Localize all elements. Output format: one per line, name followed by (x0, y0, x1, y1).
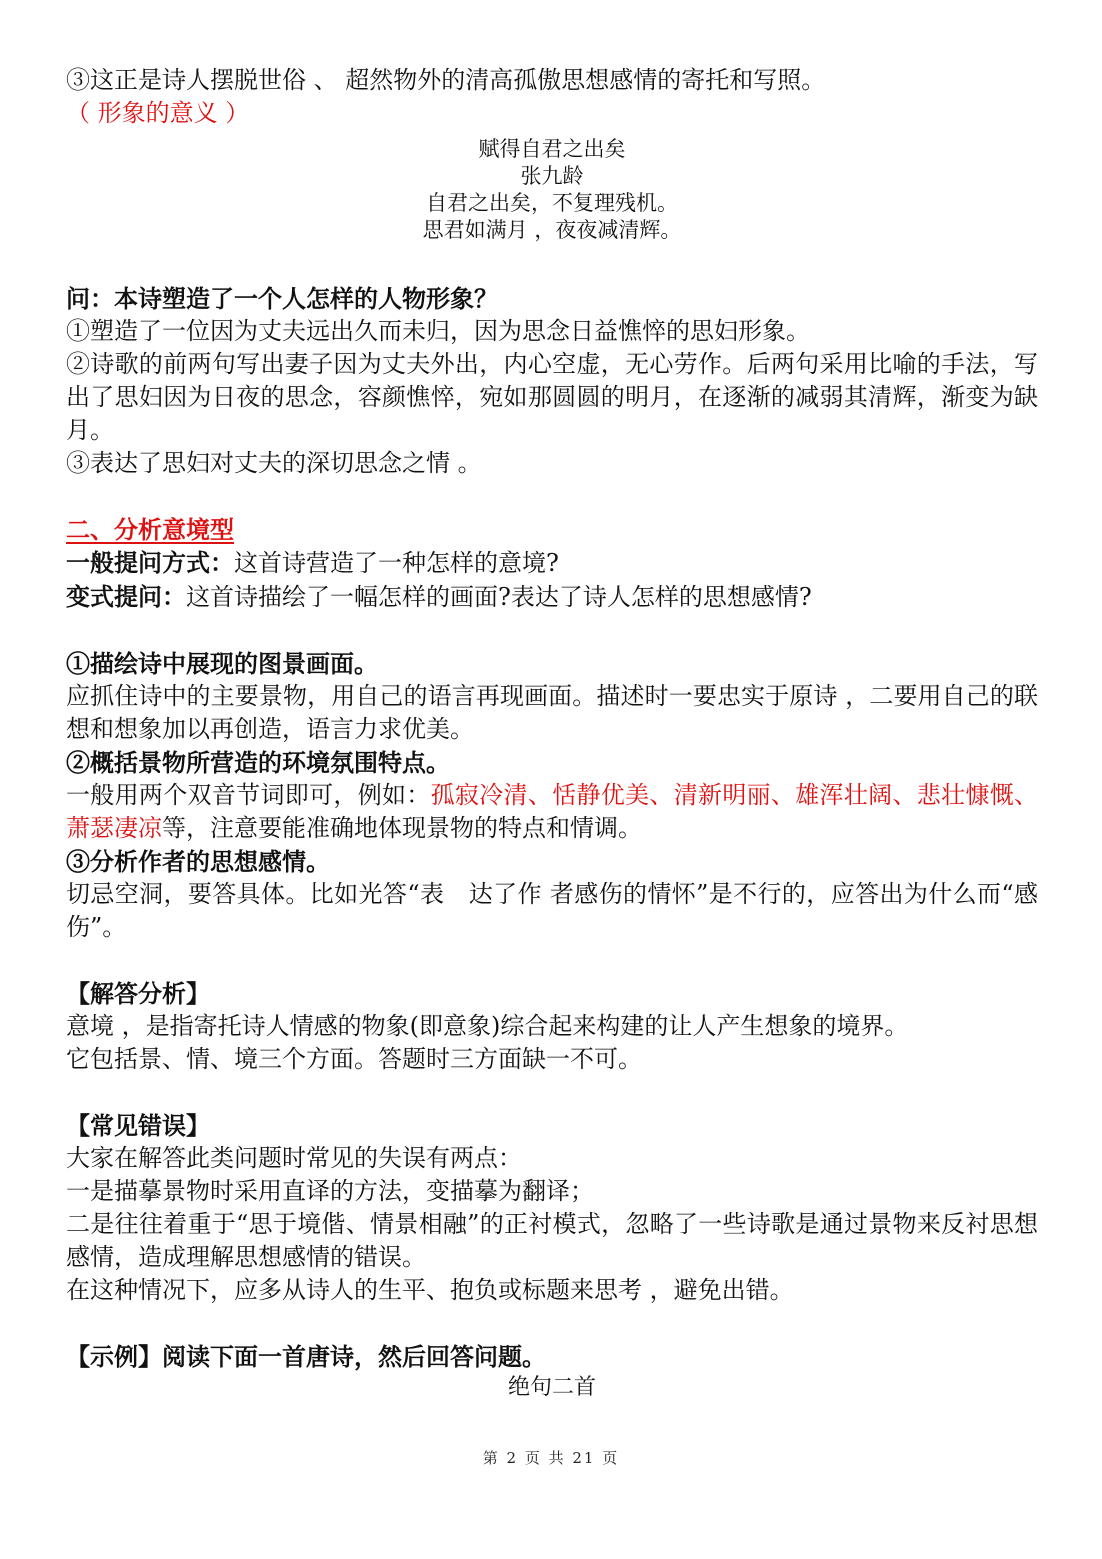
section-heading: 二、分析意境型 (66, 515, 234, 544)
step-1-text: 应抓住诗中的主要景物，用自己的语言再现画面。描述时一要忠实于原诗 ，二要用自己的联想和想象加以再创造，语言力求优美。 (66, 682, 1038, 743)
errors-line-3: 二是往往着重于“思于境偕、情景相融”的正衬模式，忽略了一些诗歌是通过景物来反衬思想感情，造成理解思想感情的错误。 (66, 1210, 1038, 1271)
general-question (66, 546, 1038, 580)
step-3-text: 切忌空洞，要答具体。比如光答“表 达了作 者感伤的情怀”是不行的，应答出为什么而“感伤”。 (66, 880, 1038, 941)
general-label: 一般提问方式： (66, 548, 234, 577)
answer-1: ①塑造了一位因为丈夫远出久而未归，因为思念日益憔悴的思妇形象。 (66, 317, 810, 345)
errors-line-1: 大家在解答此类问题时常见的失误有两点： (66, 1144, 522, 1172)
variant-text: 这首诗描绘了一幅怎样的画面?表达了诗人怎样的思想感情? (186, 583, 812, 611)
example-poem-title: 绝句二首 (507, 1375, 596, 1400)
answer-3: ③表达了思妇对丈夫的深切思念之情 。 (66, 449, 482, 477)
step-2-post: 等，注意要能准确地体现景物的特点和情调。 (162, 814, 642, 842)
meaning-tag: （ 形象的意义 ） (66, 99, 250, 127)
question: 问：本诗塑造了一个人怎样的人物形象？ (66, 284, 498, 313)
poem-line-2: 思君如满月 ，夜夜减清辉。 (422, 218, 682, 242)
step-2-pre: 一般用两个双音节词即可，例如： (66, 781, 431, 809)
analysis-heading: 【解答分析】 (66, 979, 210, 1008)
step-3-heading: ③分析作者的思想感情。 (66, 847, 330, 876)
example-heading: 【示例】阅读下面一首唐诗，然后回答问题。 (66, 1342, 546, 1371)
poem-author: 张九龄 (520, 164, 584, 188)
errors-line-2: 一是描摹景物时采用直译的方法，变描摹为翻译； (66, 1177, 594, 1205)
step-1-heading: ①描绘诗中展现的图景画面。 (66, 649, 378, 678)
page-number: 第 2 页 共 21 页 (482, 1449, 620, 1467)
summary-line: ③这正是诗人摆脱世俗 、 超然物外的清高孤傲思想感情的寄托和写照。 (66, 66, 826, 94)
poem-line-1: 自君之出矣，不复理残机。 (426, 191, 678, 215)
general-text: 这首诗营造了一种怎样的意境? (234, 549, 559, 577)
analysis-line-2: 它包括景、情、境三个方面。答题时三方面缺一不可。 (66, 1045, 642, 1073)
step-2-heading: ②概括景物所营造的环境氛围特点。 (66, 748, 450, 777)
answer-2: ②诗歌的前两句写出妻子因为丈夫外出，内心空虚，无心劳作。后两句采用比喻的手法，写出了思妇因为日夜的思念，容颜憔悴，宛如那圆圆的明月，在逐渐的减弱其清辉，渐变为缺月。 (66, 350, 1038, 444)
variant-question (66, 580, 1038, 614)
poem-title: 赋得自君之出矣 (478, 137, 626, 161)
step-2-text (66, 779, 1038, 845)
variant-label: 变式提问： (66, 582, 186, 611)
document-body (66, 64, 1038, 1403)
errors-heading: 【常见错误】 (66, 1111, 210, 1140)
analysis-line-1: 意境 ，是指寄托诗人情感的物象(即意象)综合起来构建的让人产生想象的境界。 (66, 1012, 909, 1040)
step-2-examples: 孤寂冷清、恬静优美、清新明丽、雄浑壮阔、悲壮慷慨、萧瑟凄凉 (66, 781, 1039, 842)
errors-line-4: 在这种情况下，应多从诗人的生平、抱负或标题来思考 ，避免出错。 (66, 1276, 794, 1304)
